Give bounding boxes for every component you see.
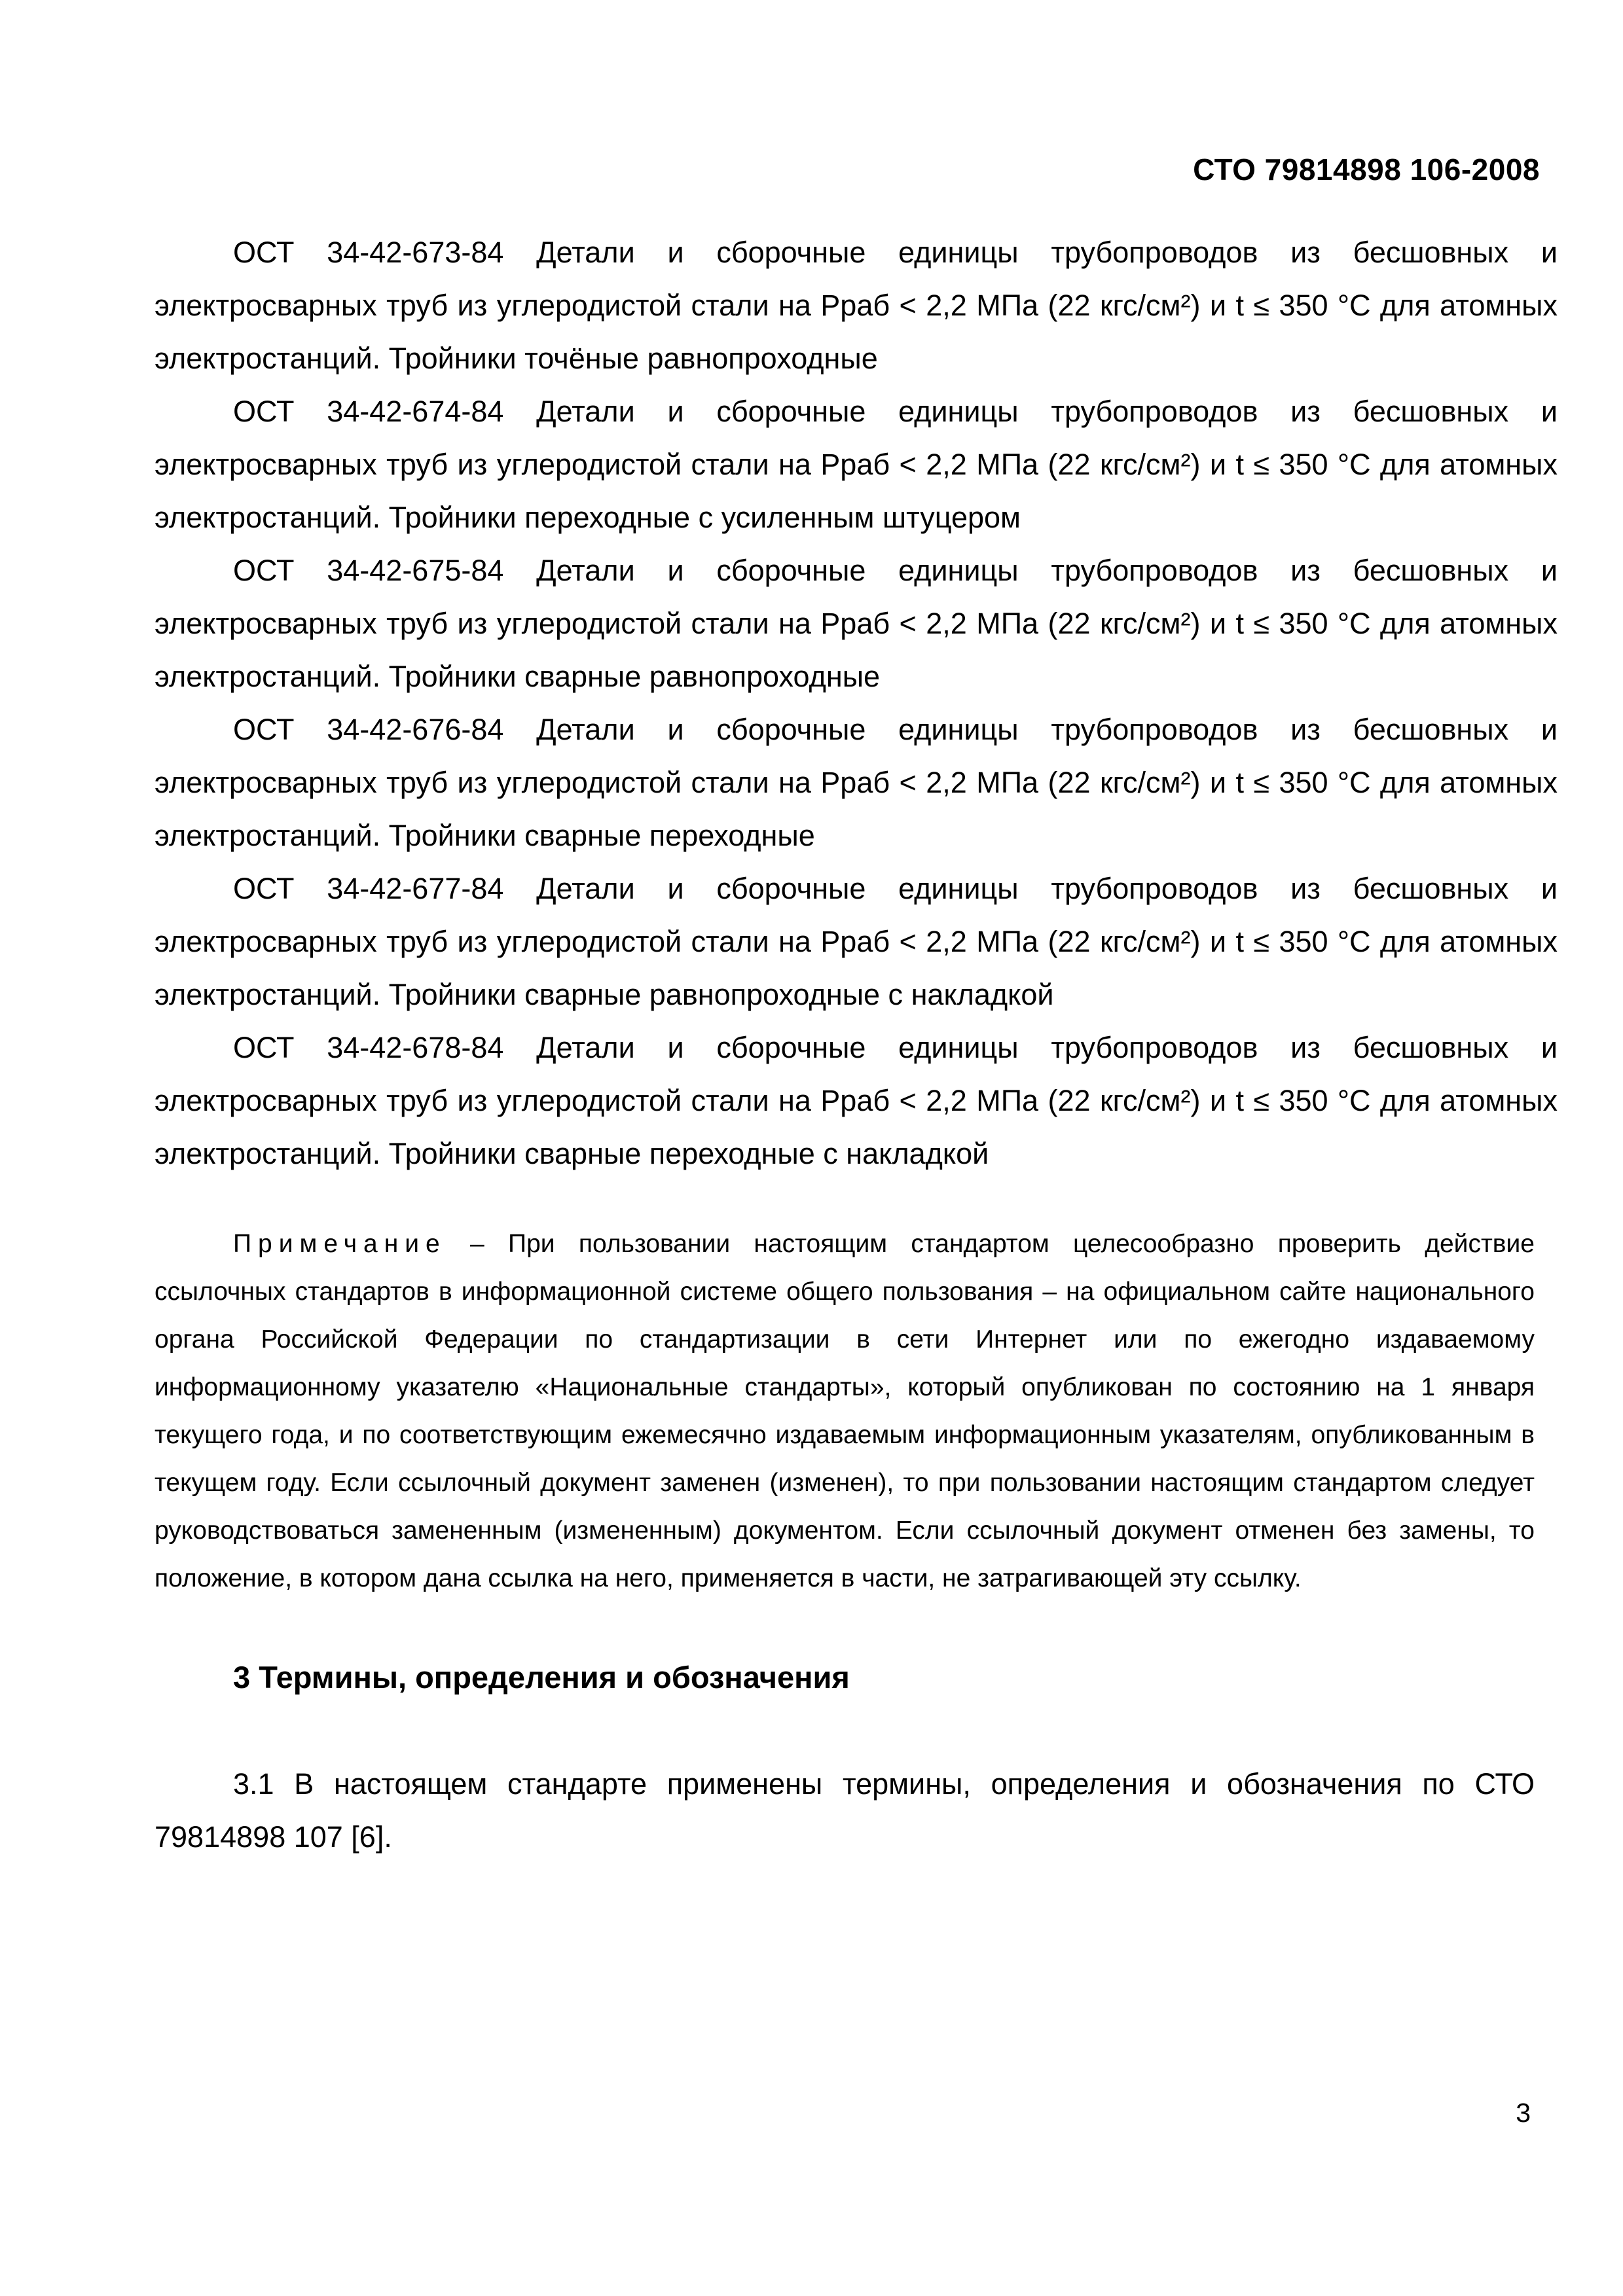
reference-item: ОСТ 34-42-673-84 Детали и сборочные единицы трубопроводов из бесшовных и электросварных труб из углеродистой стали на Рраб < 2,2 МПа (22 кгс/см²) и t ≤ 350 °С для атомных электростанций. Тройники точёные равнопроходные (155, 236, 1558, 375)
normative-references-list (155, 226, 1558, 1180)
note-label: Примечание (233, 1230, 447, 1258)
note-paragraph (155, 1220, 1535, 1602)
reference-item: ОСТ 34-42-674-84 Детали и сборочные единицы трубопроводов из бесшовных и электросварных труб из углеродистой стали на Рраб < 2,2 МПа (22 кгс/см²) и t ≤ 350 °С для атомных электростанций. Тройники переходные с усиленным штуцером (155, 395, 1558, 534)
reference-item: ОСТ 34-42-676-84 Детали и сборочные единицы трубопроводов из бесшовных и электросварных труб из углеродистой стали на Рраб < 2,2 МПа (22 кгс/см²) и t ≤ 350 °С для атомных электростанций. Тройники сварные переходные (155, 713, 1558, 852)
reference-item: ОСТ 34-42-678-84 Детали и сборочные единицы трубопроводов из бесшовных и электросварных труб из углеродистой стали на Рраб < 2,2 МПа (22 кгс/см²) и t ≤ 350 °С для атомных электростанций. Тройники сварные переходные с накладкой (155, 1031, 1558, 1170)
clause-paragraph: 3.1 В настоящем стандарте применены термины, определения и обозначения по СТО 79814898 107 [6]. (155, 1767, 1535, 1854)
reference-item: ОСТ 34-42-677-84 Детали и сборочные единицы трубопроводов из бесшовных и электросварных труб из углеродистой стали на Рраб < 2,2 МПа (22 кгс/см²) и t ≤ 350 °С для атомных электростанций. Тройники сварные равнопроходные с накладкой (155, 872, 1558, 1011)
reference-item: ОСТ 34-42-675-84 Детали и сборочные единицы трубопроводов из бесшовных и электросварных труб из углеродистой стали на Рраб < 2,2 МПа (22 кгс/см²) и t ≤ 350 °С для атомных электростанций. Тройники сварные равнопроходные (155, 554, 1558, 693)
note-text: – При пользовании настоящим стандартом целесообразно проверить действие ссылочных стандартов в информационной системе общего пользования – на официальном сайте национального органа Российской Федерации по стандартизации в сети Интернет или по ежегодно издаваемому информационному указателю «Национальные стандарты», который опубликован по состоянию на 1 января текущего года, и по соответствующим ежемесячно издаваемым информационным указателям, опубликованным в текущем году. Если ссылочный документ заменен (изменен), то при пользовании настоящим стандартом следует руководствоваться замененным (измененным) документом. Если ссылочный документ отменен без замены, то положение, в котором дана ссылка на него, применяется в части, не затрагивающей эту ссылку. (155, 1230, 1535, 1592)
document-code-header: СТО 79814898 106-2008 (1193, 152, 1540, 187)
section-heading: 3 Термины, определения и обозначения (233, 1660, 850, 1695)
page-number: 3 (1516, 2098, 1531, 2128)
